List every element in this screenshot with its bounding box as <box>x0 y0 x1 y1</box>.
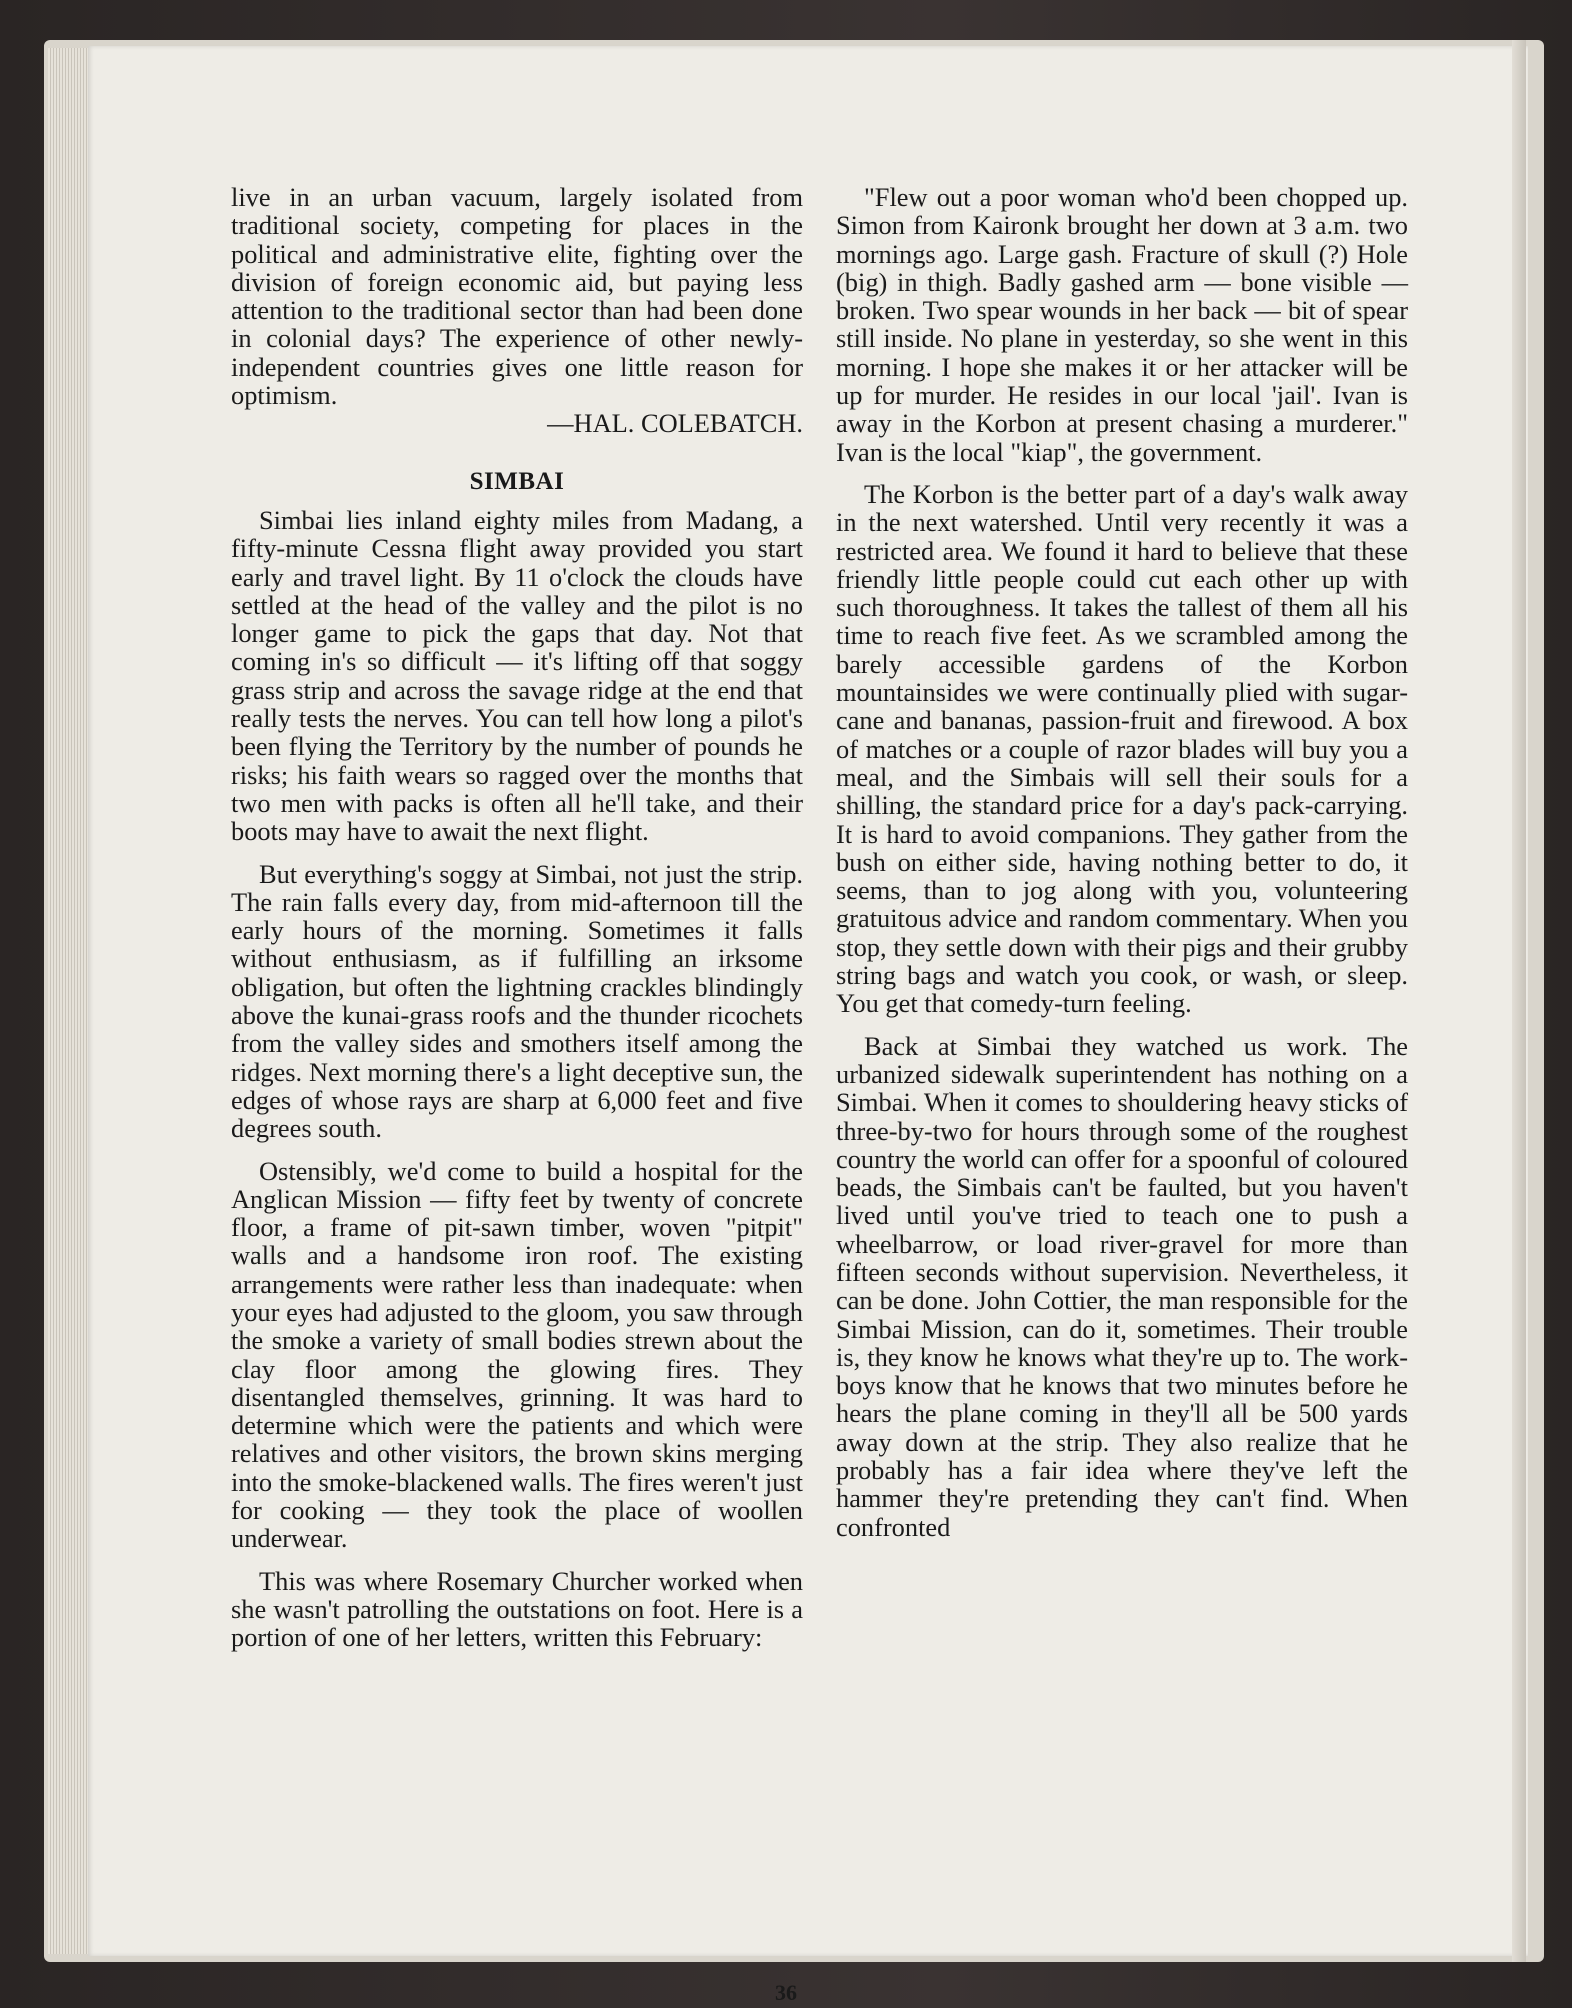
paragraph: But everything's soggy at Simbai, not just the strip. The rain falls every day, from mid-afternoon till the early hours of the morning. Sometimes it falls without enthusiasm, as if fulfilling an irksome obligation, but often the lightning crackles blindingly above the kunai-grass roofs and the thunder ricochets from the valley sides and smothers itself among the ridges. Next morning there's a light deceptive sun, the edges of whose rays are sharp at 6,000 feet and five degrees south. <box>231 858 803 1144</box>
paragraph: Simbai lies inland eighty miles from Madang, a fifty-minute Cessna flight away provided you start early and travel light. By 11 o'clock the clouds have settled at the head of the valley and the pilot is no longer game to pick the gaps that day. Not that coming in's so difficult — it's lifting off that soggy grass strip and across the savage ridge at the end that really tests the nerves. You can tell how long a pilot's been flying the Territory by the number of pounds he risks; his faith wears so ragged over the months that two men with packs is often all he'll take, and their boots may have to await the next flight. <box>231 504 803 847</box>
paragraph: The Korbon is the better part of a day's walk away in the next watershed. Until very recently it was a restricted area. We found it hard to believe that these friendly little people could cut each other up with such thoroughness. It takes the tallest of them all his time to reach five feet. As we scrambled among the barely accessible gardens of the Korbon mountainsides we were continually plied with sugar-cane and bananas, passion-fruit and firewood. A box of matches or a couple of razor blades will buy you a meal, and the Simbais will sell their souls for a shilling, the standard price for a day's pack-carrying. It is hard to avoid companions. They gather from the bush on either side, having nothing better to do, it seems, than to jog along with you, volunteering gratuitous advice and random commentary. When you stop, they settle down with their pigs and their grubby string bags and watch you cook, or wash, or sleep. You get that comedy-turn feeling. <box>836 478 1408 1019</box>
opening-paragraph: live in an urban vacuum, largely isolated from traditional society, competing for places in the political and administrative elite, fighting over the division of foreign economic aid, but paying less attention to the traditional sector than had been done in colonial days? The experience of other newly-independent countries gives one little reason for optimism. <box>231 182 803 411</box>
left-column <box>231 183 803 1652</box>
right-column <box>836 183 1408 1541</box>
page-number: 36 <box>775 1980 797 2005</box>
author-signature: —HAL. COLEBATCH. <box>547 408 803 439</box>
paragraph: "Flew out a poor woman who'd been chopped up. Simon from Kaironk brought her down at 3 a.m. two mornings ago. Large gash. Fracture of skull (?) Hole (big) in thigh. Badly gashed arm — bone visible — broken. Two spear wounds in her back — bit of spear still inside. No plane in yesterday, so she went in this morning. I hope she makes it or her attacker will be up for murder. He resides in our local 'jail'. Ivan is away in the Korbon at present chasing a murderer." Ivan is the local "kiap", the government. <box>836 182 1408 467</box>
paragraph: Ostensibly, we'd come to build a hospital for the Anglican Mission — fifty feet by twenty of concrete floor, a frame of pit-sawn timber, woven "pitpit" walls and a handsome iron roof. The existing arrangements were rather less than inadequate: when your eyes had adjusted to the gloom, you saw through the smoke a variety of small bodies strewn about the clay floor among the glowing fires. They disentangled themselves, grinning. It was hard to determine which were the patients and which were relatives and other visitors, the brown skins merging into the smoke-blackened walls. The fires weren't just for cooking — they took the place of woollen underwear. <box>231 1155 803 1554</box>
section-heading: SIMBAI <box>469 467 565 495</box>
paragraph: Back at Simbai they watched us work. The urbanized sidewalk superintendent has nothing on a Simbai. When it comes to shouldering heavy sticks of three-by-two for hours through some of the roughest country the world can offer for a spoonful of coloured beads, the Simbais can't be faulted, but you haven't lived until you've tried to teach one to push a wheelbarrow, or load river-gravel for more than fifteen seconds without supervision. Nevertheless, it can be done. John Cottier, the man responsible for the Simbai Mission, can do it, sometimes. Their trouble is, they know he knows what they're up to. The work-boys know that he knows that two minutes before he hears the plane coming in they'll all be 500 yards away down at the strip. They also realize that he probably has a fair idea where they've left the hammer they're pretending they can't find. When confronted <box>836 1030 1408 1542</box>
book-right-edge <box>1512 40 1526 1962</box>
paragraph: This was where Rosemary Churcher worked when she wasn't patrolling the outstations on foot. Here is a portion of one of her letters, written this February: <box>231 1565 803 1653</box>
